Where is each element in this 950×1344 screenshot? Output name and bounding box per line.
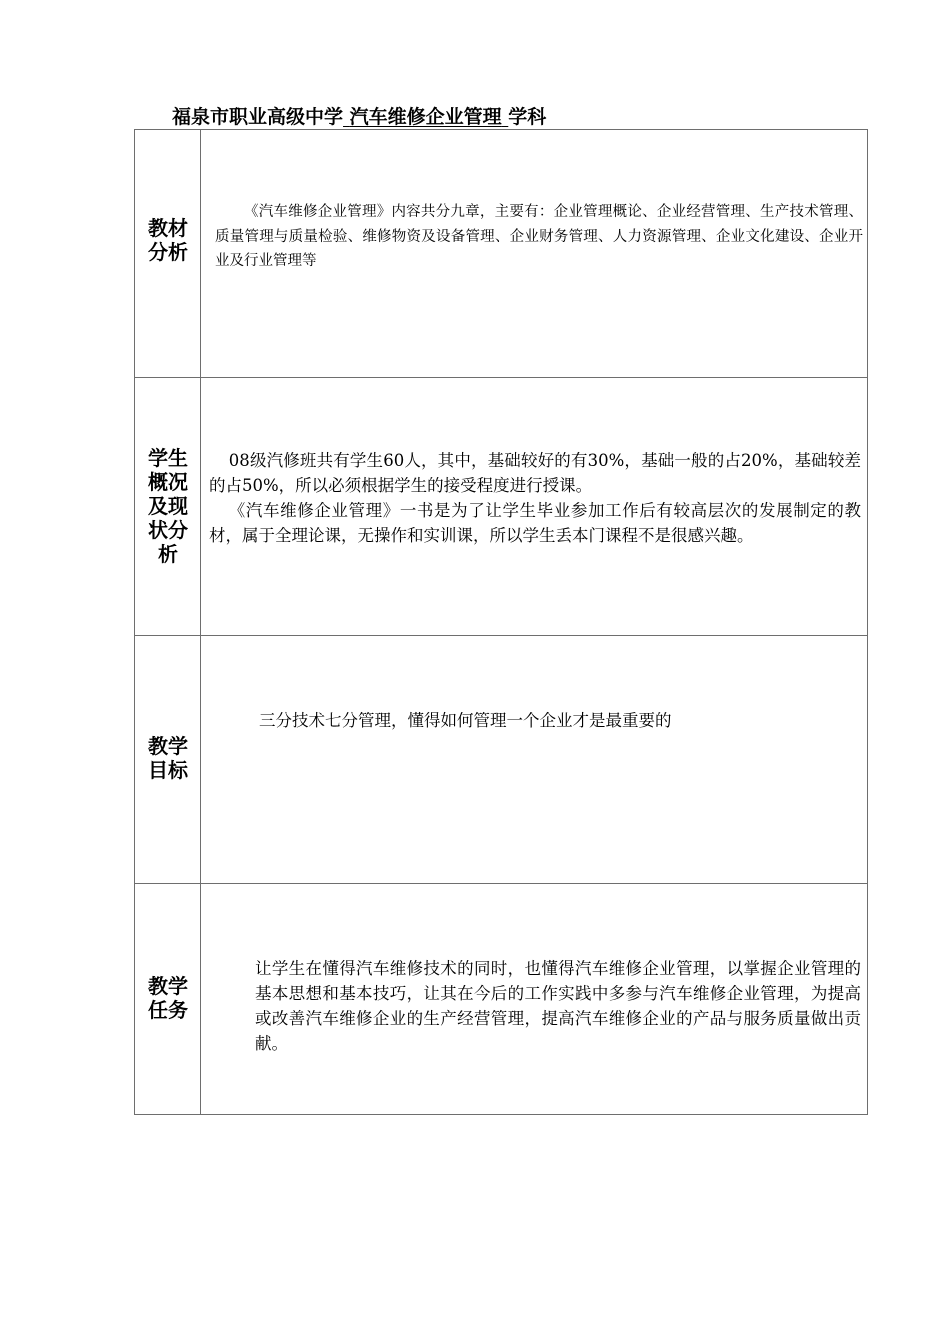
- row-label-tasks: 教学任务: [148, 974, 188, 1022]
- row-label-cell: [135, 636, 201, 883]
- row-label-cell: [135, 130, 201, 377]
- row-label-materials: 教材分析: [148, 216, 188, 264]
- course-name: 汽车维修企业管理: [349, 106, 502, 128]
- student-paragraph-2: 《汽车维修企业管理》一书是为了让学生毕业参加工作后有较高层次的发展制定的教材，属于全理论课，无操作和实训课，所以学生丢本门课程不是很感兴趣。: [209, 501, 861, 545]
- row-label-objectives: 教学目标: [148, 734, 188, 782]
- student-situation-text: [209, 448, 861, 548]
- row-label-cell: [135, 378, 201, 635]
- teaching-tasks-text: 让学生在懂得汽车维修技术的同时，也懂得汽车维修企业管理，以掌握企业管理的基本思想和基本技巧，让其在今后的工作实践中多参与汽车维修企业管理，为提高或改善汽车维修企业的生产经营管理，提高汽车维修企业的产品与服务质量做出贡献。: [255, 959, 861, 1053]
- row-label-students: 学生概况及现状分析: [148, 446, 188, 566]
- school-name: 福泉市职业高级中学: [172, 106, 344, 128]
- row-label-cell: [135, 884, 201, 1114]
- table-row-students: [135, 378, 867, 636]
- lesson-plan-table: [134, 129, 868, 1115]
- student-paragraph-1: 08级汽修班共有学生60人，其中，基础较好的有30%，基础一般的占20%，基础较差的占50%，所以必须根据学生的接受程度进行授课。: [209, 451, 861, 495]
- table-row-tasks: [135, 884, 867, 1114]
- document-heading: [172, 104, 546, 130]
- teaching-objectives-text: 三分技术七分管理，懂得如何管理一个企业才是最重要的: [259, 711, 672, 730]
- materials-analysis-text: 《汽车维修企业管理》内容共分九章，主要有：企业管理概论、企业经营管理、生产技术管理、质量管理与质量检验、维修物资及设备管理、企业财务管理、人力资源管理、企业文化建设、企业开业及行业管理等: [215, 204, 863, 269]
- subject-suffix: 学科: [508, 106, 547, 128]
- table-row-objectives: [135, 636, 867, 884]
- table-row-materials: [135, 130, 867, 378]
